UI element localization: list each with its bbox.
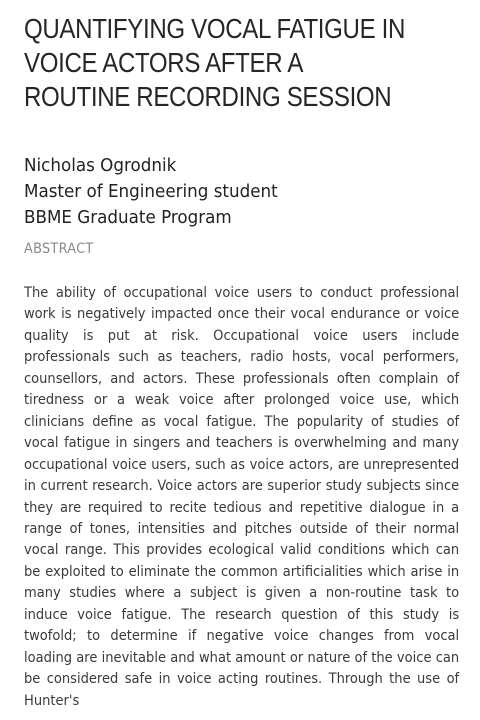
author-program: BBME Graduate Program [24,207,232,228]
author-role: Master of Engineering student [24,181,278,202]
author-name: Nicholas Ogrodnik [24,155,177,176]
abstract-body: The ability of occupational voice users to conduct professional work is negatively impacted once their vocal endurance or voice quality is put at risk. Occupational voice users include professionals such as teachers, radio hosts, vocal performers, counsellors, and actors. These professionals often complain of tiredness or a weak voice after prolonged voice use, which clinicians define as vocal fatigue. The popularity of studies of vocal fatigue in singers and teachers is overwhelming and many occupational voice users, such as voice actors, are unrepresented in current research. Voice actors are superior study subjects since they are required to recite tedious and repetitive dialogue in a range of tones, intensities and pitches outside of their normal vocal range. This provides ecological valid conditions which can be exploited to eliminate the common artificialities which arise in many studies where a subject is given a non-routine task to induce voice fatigue. The research question of this study is twofold; to determine if negative voice changes from vocal loading are inevitable and what amount or nature of the voice can be considered safe in voice acting routines. Through the use of Hunter's [24,285,460,709]
title-line-1: QUANTIFYING VOCAL FATIGUE IN [24,13,406,44]
paper-title [24,12,406,114]
abstract-heading: ABSTRACT [24,241,94,257]
title-line-2: VOICE ACTORS AFTER A [24,47,304,78]
author-block [24,153,433,231]
title-line-3: ROUTINE RECORDING SESSION [24,81,392,112]
